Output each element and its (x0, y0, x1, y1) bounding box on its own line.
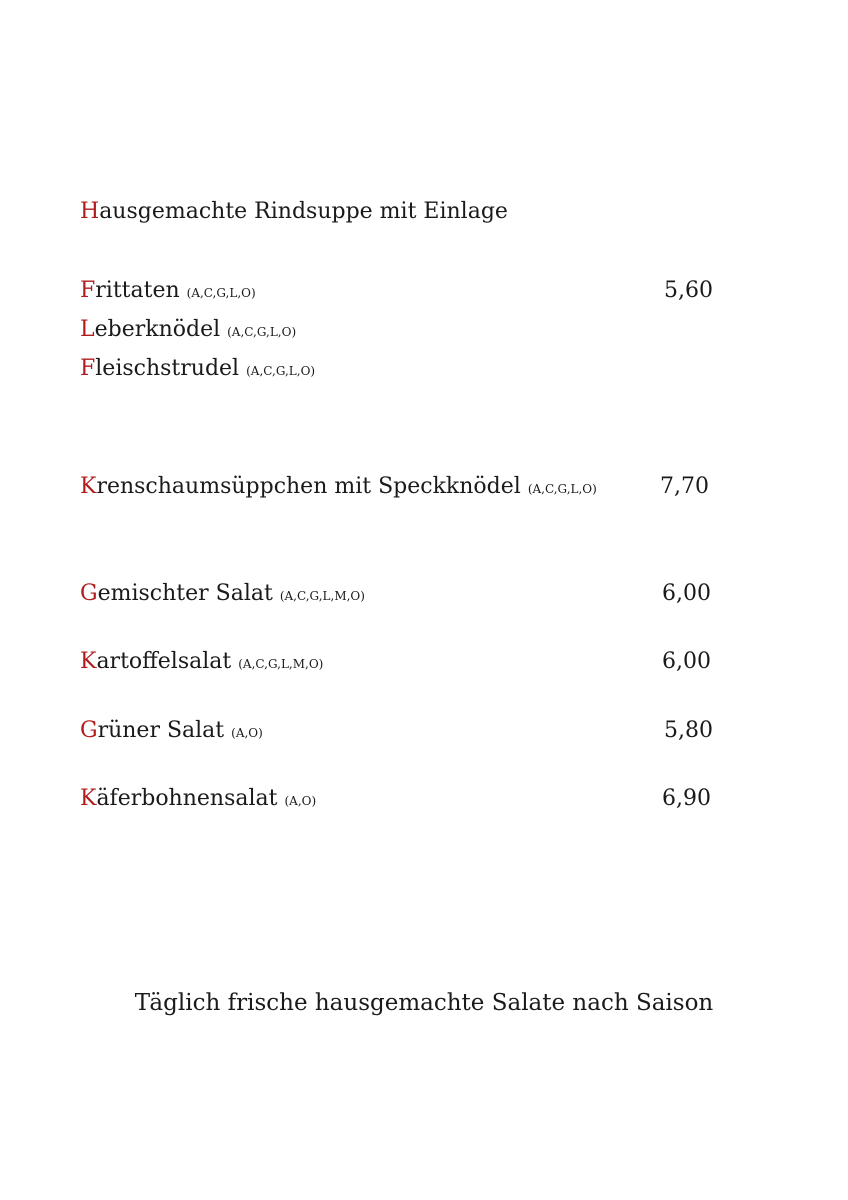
menu-item-gemischter-salat (80, 580, 365, 610)
menu-item-kaeferbohnensalat (80, 785, 316, 815)
price-frittaten: 5,60 (664, 278, 713, 303)
menu-item-kartoffelsalat (80, 648, 323, 678)
allergen-codes: (A,C,G,L,M,O) (238, 657, 324, 671)
heading-text: ausgemachte Rindsuppe mit Einlage (99, 199, 508, 224)
price-gemischter-salat: 6,00 (662, 581, 711, 606)
price-gruener-salat: 5,80 (664, 718, 713, 743)
item-name: rittaten (95, 278, 187, 303)
menu-item-frittaten (80, 277, 256, 307)
allergen-codes: (A,O) (284, 794, 317, 808)
item-name: leischstrudel (95, 356, 247, 381)
item-initial: K (80, 474, 97, 499)
price-krenschaumsueppchen: 7,70 (660, 474, 709, 499)
item-name: äferbohnensalat (96, 786, 285, 811)
item-name: renschaumsüppchen mit Speckknödel (96, 474, 528, 499)
item-initial: F (80, 356, 96, 381)
item-initial: K (80, 786, 97, 811)
footer-note: Täglich frische hausgemachte Salate nach Saison (134, 990, 714, 1016)
menu-item-gruener-salat (80, 717, 263, 747)
item-initial: L (80, 317, 95, 342)
menu-item-leberknoedel (80, 316, 296, 346)
price-kaeferbohnensalat: 6,90 (662, 786, 711, 811)
menu-item-krenschaumsueppchen (80, 473, 597, 503)
item-initial: F (80, 278, 96, 303)
item-name: rüner Salat (97, 718, 232, 743)
item-name: emischter Salat (97, 581, 280, 606)
price-kartoffelsalat: 6,00 (662, 649, 711, 674)
item-initial: K (80, 649, 97, 674)
soup-heading (80, 198, 508, 226)
item-name: artoffelsalat (96, 649, 239, 674)
allergen-codes: (A,C,G,L,M,O) (279, 589, 365, 603)
allergen-codes: (A,C,G,L,O) (246, 364, 316, 378)
allergen-codes: (A,O) (231, 726, 263, 740)
allergen-codes: (A,C,G,L,O) (186, 286, 256, 300)
item-name: eberknödel (94, 317, 228, 342)
allergen-codes: (A,C,G,L,O) (527, 482, 597, 496)
menu-item-fleischstrudel (80, 355, 315, 385)
heading-initial: H (80, 199, 100, 224)
allergen-codes: (A,C,G,L,O) (227, 325, 297, 339)
item-initial: G (80, 581, 98, 606)
item-initial: G (80, 718, 98, 743)
